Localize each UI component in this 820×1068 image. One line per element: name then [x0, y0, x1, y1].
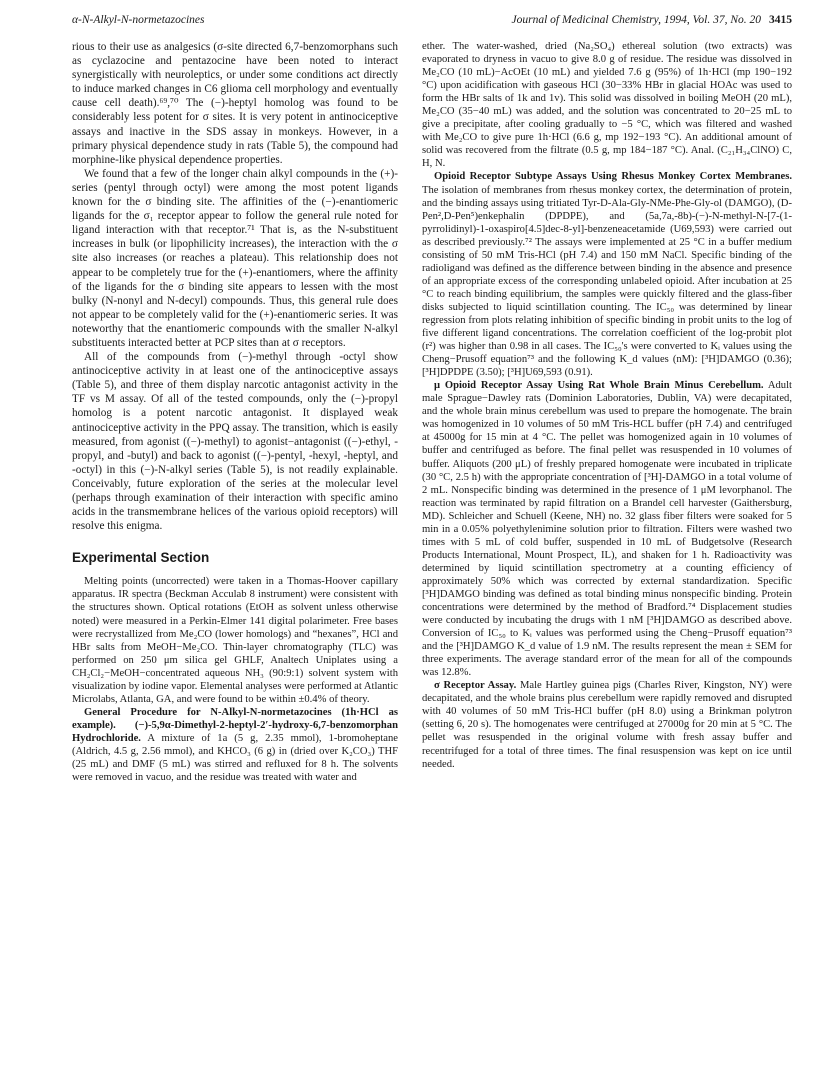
body-paragraph: We found that a few of the longer chain alkyl compounds in the (+)-series (pentyl through octyl) were among the most potent ligands known for the σ binding site. The affinities of the (−)-enantiomeric ligands for the σ₁ receptor appear to follow the general rule noted for ligand interaction with that receptor.⁷¹ That is, as the N-substituent increases in bulk (or lipophilicity increases), the interaction with the σ site also increases (or reaches a plateau). This relationship does not appear to be completely true for the (+)-enantiomers, where the affinity of the ligands for the σ binding site appears to lessen with the most bulky (N-nonyl and N-decyl) compounds. Thus, this general rule does not appear to be completely valid for the (+)-enantiomeric series. It was noteworthy that the enantiomeric compounds with the smaller N-alkyl substituents interacted better at PCP sites than at σ receptors.	[72, 167, 398, 349]
page-number: 3415	[769, 14, 792, 26]
opioid-heading: Opioid Receptor Subtype Assays Using Rhesus Monkey Cortex Membranes.	[434, 171, 792, 183]
sigma-text: Male Hartley guinea pigs (Charles River, Kingston, NY) were decapitated, and the whole brains plus cerebellum were rapidly removed and disrupted with 40 volumes of 50 mM Tris-HCl buffer (pH 8.0) using a Brinkman polytron (setting 6, 20 s). The homogenates were centrifuged at 27000g for 20 min at 5 °C. The pellet was resuspended in the original volume with fresh assay buffer and recentrifuged for a total of three times. The final resuspension was kept on ice until needed.	[422, 680, 792, 770]
opioid-paragraph	[422, 170, 792, 379]
experimental-text	[72, 575, 398, 784]
body-paragraph: Melting points (uncorrected) were taken in a Thomas-Hoover capillary apparatus. IR spectra (Beckman Acculab 8 instrument) were consistent with the structures shown. Optical rotations (EtOH as solvent unless otherwise noted) were measured in a Perkin-Elmer 141 digital polarimeter. Free bases were recrystallized from Me₂CO (lower homologs) and “hexanes”, HCl and HBr salts from MeOH−Me₂CO. Thin-layer chromatography (TLC) was performed on 250 μm silica gel GHLF, Analtech Uniplates using a CH₂Cl₂−MeOH−concentrated aqueous NH₃ (90:9:1) solvent system with visualization by iodine vapor. Elemental analyses were performed at Atlantic Microlabs, Atlanta, GA, and were found to be within ±0.4% of theory.	[72, 576, 398, 705]
sigma-paragraph	[422, 679, 792, 770]
mu-paragraph	[422, 379, 792, 679]
running-header	[72, 14, 792, 30]
body-paragraph: ether. The water-washed, dried (Na₂SO₄) ethereal solution (two extracts) was evaporated to dryness in vacuo to give 8.0 g of residue. The residue was dissolved in Me₂CO (10 mL)−AcOEt (10 mL) and yielded 7.6 g (95%) of 1h·HCl (mp 190−192 °C) upon acidification with gaseous HCl (30−33% HBr in glacial HOAc was used to form the HBr salts of 1k and 1v). This solid was dissolved in boiling MeOH (20 mL), Me₂CO (35−40 mL) was added, and the solution was concentrated to 20−25 mL to give a precipitate, after cooling gradually to −5 °C, which was filtered and washed with Me₂CO to give pure 1h·HCl (6.6 g, mp 192−193 °C). An additional amount of solid was recovered from the filtrate (0.5 g, mp 184−187 °C). Anal. (C₂₁H₃₄ClNO) C, H, N.	[422, 41, 792, 170]
section-heading: Experimental Section	[72, 550, 210, 566]
procedure-text: A mixture of 1a (5 g, 2.35 mmol), 1-bromoheptane (Aldrich, 4.5 g, 2.56 mmol), and KHCO₃ (6 g) in (dried over K₂CO₃) THF (25 mL) and DMF (5 mL) was stirred and refluxed for 8 h. The solvents were removed in vacuo, and the residue was treated with water and	[72, 732, 398, 784]
procedure-paragraph	[72, 706, 398, 784]
running-title: α-N-Alkyl-N-normetazocines	[72, 14, 205, 26]
mu-text: Adult male Sprague−Dawley rats (Dominion Laboratories, Dublin, VA) were decapitated, and the whole brain minus cerebellum was used to prepare the homogenate. The brain was homogenized in 10 volumes of 50 mM Tris-HCL buffer (pH 7.4) and centrifuged at 45000g for 15 min at 4 °C. The pellet was homogenized again in 10 volumes of buffer and centrifuged as before. The final pellet was resuspended in 10 volumes of buffer. Aliquots (200 μL) of freshly prepared homogenate were incubated in triplicate (30 °C, 2.5 h) with the appropriate concentration of [³H]-DAMGO in a total volume of 2 mL. Nonspecific binding was determined in the presence of 1 μM levorphanol. The reaction was terminated by rapid filtration on a Brandel cell harvester (Gaithersburg, MD). Schleicher and Schuell (Keene, NH) no. 32 glass fiber filters were soaked for 5 min in a 0.05% polyethylenimine solution prior to filtration. Filters were washed two times with 5 mL of cold buffer, suspended in 10 mL of Budgetsolve (Research Products International, Mount Prospect, IL), and shaken for 1 h. Radioactivity was determined by liquid scintillation spectrometry at a counting efficiency of approximately 50% which was corrected by external standardization. Specific [³H]DAMGO binding was defined as total binding minus nonspecific binding. Protein concentrations were determined by the method of Bradford.⁷⁴ Displacement studies were conducted by incubating the drugs with 1 nM [³H]DAMGO as described above. Conversion of IC₅₀ to Kᵢ values was performed using the Cheng−Prusoff equation⁷³ and the [³H]DAMGO K_d value of 1.9 nM. The results represent the mean ± SEM for three experiments. The average standard error of the mean for all of the compounds was 12.8%.	[422, 380, 792, 679]
body-paragraph: All of the compounds from (−)-methyl through -octyl show antinociceptive activity in at least one of the antinociceptive assays (Table 5), and three of them display narcotic antagonist activity in the TF vs M assay. Of all of the tested compounds, only the (−)-propyl homolog is a potent narcotic antagonist. It displayed weak antinociceptive activity in the PPQ assay. The transition, which is easily measured, from agonist ((−)-methyl) to agonist−antagonist ((−)-ethyl, -propyl, and -butyl) and back to agonist ((−)-pentyl, -hexyl, -heptyl, and -octyl) in this (−)-N-alkyl series (Table 5), is not readily explainable. Conceivably, future exploration of the series at the molecular level (perhaps through examination of their interaction with specific amino acids in the transmembrane helices of the various opioid receptors) will resolve this enigma.	[72, 351, 398, 533]
body-paragraph: rious to their use as analgesics (σ-site directed 6,7-benzomorphans such as cyclazocine and pentazocine have been noted to interact synergistically with neuroleptics, or under some conditions act directly to induce marked changes in C6 glioma cell morphology and eventually cause cell death).⁶⁹,⁷⁰ The (−)-heptyl homolog was found to be considerably less potent for σ sites. It is very potent in antinociceptive assays and inactive in the SDS assay in monkeys. However, in a primary physical dependence study in rats (Table 5), the compound had morphine-like physical dependence properties.	[72, 41, 398, 166]
journal-name: Journal of Medicinal Chemistry, 1994, Vol. 37, No. 20	[511, 14, 761, 26]
left-column	[72, 40, 398, 1050]
opioid-text: The isolation of membranes from rhesus monkey cortex, the determination of protein, and the binding assays using tritiated Tyr-D-Ala-Gly-NMe-Phe-Gly-ol (DAMGO), (D-Pen²,D-Pen⁵)enkephalin (DPDPE), and (5a,7a,-8b)-(−)-N-methyl-N-[7-(1-pyrrolidinyl)-1-oxaspiro[4.5]dec-8-yl]-benzeneacetamide (U69,593) were carried out as described previously.⁷² The assays were implemented at 25 °C in a buffer medium consisting of 50 mM Tris-HCl (pH 7.4) and 150 mM NaCl. Specific binding of the radioligand was defined as the difference between binding in the absence and presence of an appropriate excess of the corresponding unlabeled opioid. After incubation at 25 °C to reach binding equilibrium, the samples were quickly filtered and the glass-fiber disks subjected to liquid scintillation counting. The IC₅₀ was determined by linear regression from plots relating inhibition of specific binding in probit units to the log of five different ligand concentrations. The correlation coefficient of the log-probit plot (r²) was higher than 0.98 in all cases. The IC₅₀'s were converted to Kᵢ values using the Cheng−Prusoff equation⁷³ and the following K_d values (nM): [³H]DAMGO (0.36); [³H]DPDPE (3.50); [³H]U69,593 (0.91).	[422, 184, 792, 379]
journal-citation	[512, 14, 792, 26]
procedure-heading: General Procedure for N-Alkyl-N-normetazocines (1h·HCl as example). (−)-5,9α-Dimethyl-2-heptyl-2′-hydroxy-6,7-benzomorphan Hydrochloride.	[72, 706, 398, 744]
sigma-heading: σ Receptor Assay.	[434, 680, 517, 692]
right-column	[422, 40, 792, 1050]
mu-heading: μ Opioid Receptor Assay Using Rat Whole Brain Minus Cerebellum.	[434, 380, 764, 392]
